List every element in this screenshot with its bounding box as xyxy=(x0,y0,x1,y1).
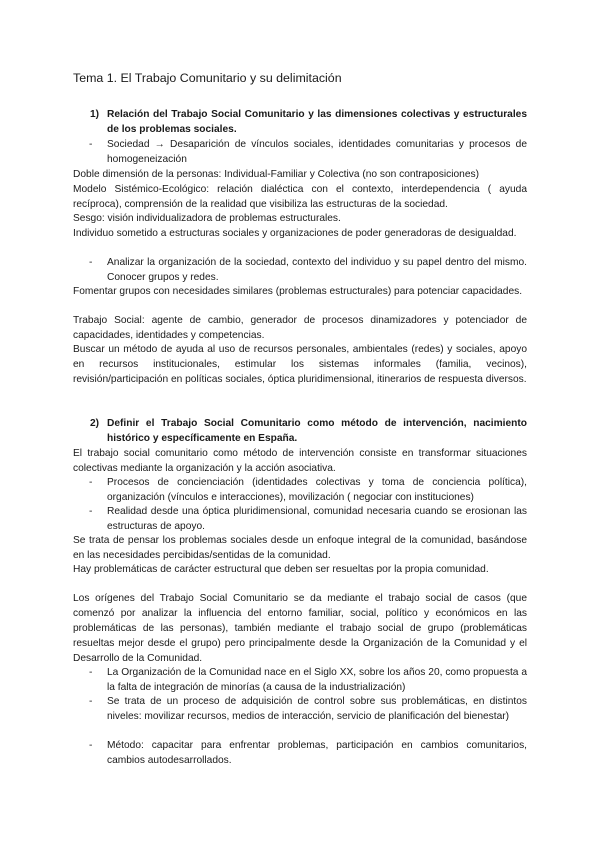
bullet-dash: - xyxy=(89,477,93,488)
section1-p4: Individuo sometido a estructuras sociales y organizaciones de poder generadoras de desigualdad. xyxy=(73,228,517,239)
section2-bullet4: Se trata de un proceso de adquisición de control sobre sus problemáticas, en distintos niveles: movilizar recursos, medios de interacción, servicio de planificación del bienestar) xyxy=(107,696,527,722)
bullet-dash: - xyxy=(89,667,93,678)
section2-bullet5: Método: capacitar para enfrentar problemas, participación en cambios comunitarios, cambios autodesarrollados. xyxy=(107,740,527,766)
bullet-dash: - xyxy=(89,257,93,268)
bullet-dash: - xyxy=(89,740,93,751)
section2-bullet2: Realidad desde una óptica pluridimensional, comunidad necesaria cuando se erosionan las estructuras de apoyo. xyxy=(107,506,527,532)
bullet-dash: - xyxy=(89,506,93,517)
section1-p2: Modelo Sistémico-Ecológico: relación dialéctica con el contexto, interdependencia ( ayuda recíproca), comprensión de la realidad que visibiliza las estructuras de la sociedad. xyxy=(73,184,527,210)
section1-p3: Sesgo: visión individualizadora de problemas estructurales. xyxy=(73,213,341,224)
section1-p1: Doble dimensión de la personas: Individual-Familiar y Colectiva (no son contraposiciones) xyxy=(73,169,480,180)
bullet-dash: - xyxy=(89,139,93,150)
section2-number: 2) xyxy=(90,418,100,429)
section1-p7: Buscar un método de ayuda al uso de recursos personales, ambientales (redes) y sociales, apoyo en recursos institucionales, estimular los sistemas informales (familia, vecinos), revisión/participación en políticas sociales, óptica pluridimensional, itinerarios de respuesta diversos. xyxy=(73,344,527,385)
section1-heading: Relación del Trabajo Social Comunitario y las dimensiones colectivas y estructurales de los problemas sociales. xyxy=(107,109,527,135)
section2-p3: Hay problemáticas de carácter estructural que deben ser resueltas por la propia comunidad. xyxy=(73,564,489,575)
section1-p5: Fomentar grupos con necesidades similares (problemas estructurales) para potenciar capacidades. xyxy=(73,286,523,297)
section2-heading: Definir el Trabajo Social Comunitario como método de intervención, nacimiento histórico y específicamente en España. xyxy=(107,418,527,444)
section2-bullet1: Procesos de concienciación (identidades colectivas y toma de conciencia política), organización (vínculos e interacciones), movilización ( negociar con instituciones) xyxy=(107,477,527,503)
section1-number: 1) xyxy=(90,109,100,120)
page-title: Tema 1. El Trabajo Comunitario y su delimitación xyxy=(73,71,342,85)
section2-bullet3: La Organización de la Comunidad nace en el Siglo XX, sobre los años 20, como propuesta a la falta de integración de minorías (a causa de la industrialización) xyxy=(107,667,527,693)
section1-p6: Trabajo Social: agente de cambio, generador de procesos dinamizadores y potenciador de capacidades, identidades y competencias. xyxy=(73,315,527,341)
section2-p4: Los orígenes del Trabajo Social Comunitario se da mediante el trabajo social de casos (que comenzó por analizar la influencia del entorno familiar, social, político y económicos en las problemáticas de las personas), también mediante el trabajo social de grupo (problemáticas resueltas mejor desde el grupo) pero principalmente desde la Organización de la Comunidad y el Desarrollo de la Comunidad. xyxy=(73,593,527,664)
section2-p2: Se trata de pensar los problemas sociales desde un enfoque integral de la comunidad, basándose en las necesidades percibidas/sentidas de la comunidad. xyxy=(73,535,527,561)
section1-bullet2: Analizar la organización de la sociedad, contexto del individuo y su papel dentro del mismo. Conocer grupos y redes. xyxy=(107,257,527,283)
section2-p1: El trabajo social comunitario como método de intervención consiste en transformar situaciones colectivas mediante la organización y la acción asociativa. xyxy=(73,448,527,474)
section1-bullet1: Sociedad → Desaparición de vínculos sociales, identidades comunitarias y procesos de homogeneización xyxy=(107,139,527,165)
bullet-dash: - xyxy=(89,696,93,707)
